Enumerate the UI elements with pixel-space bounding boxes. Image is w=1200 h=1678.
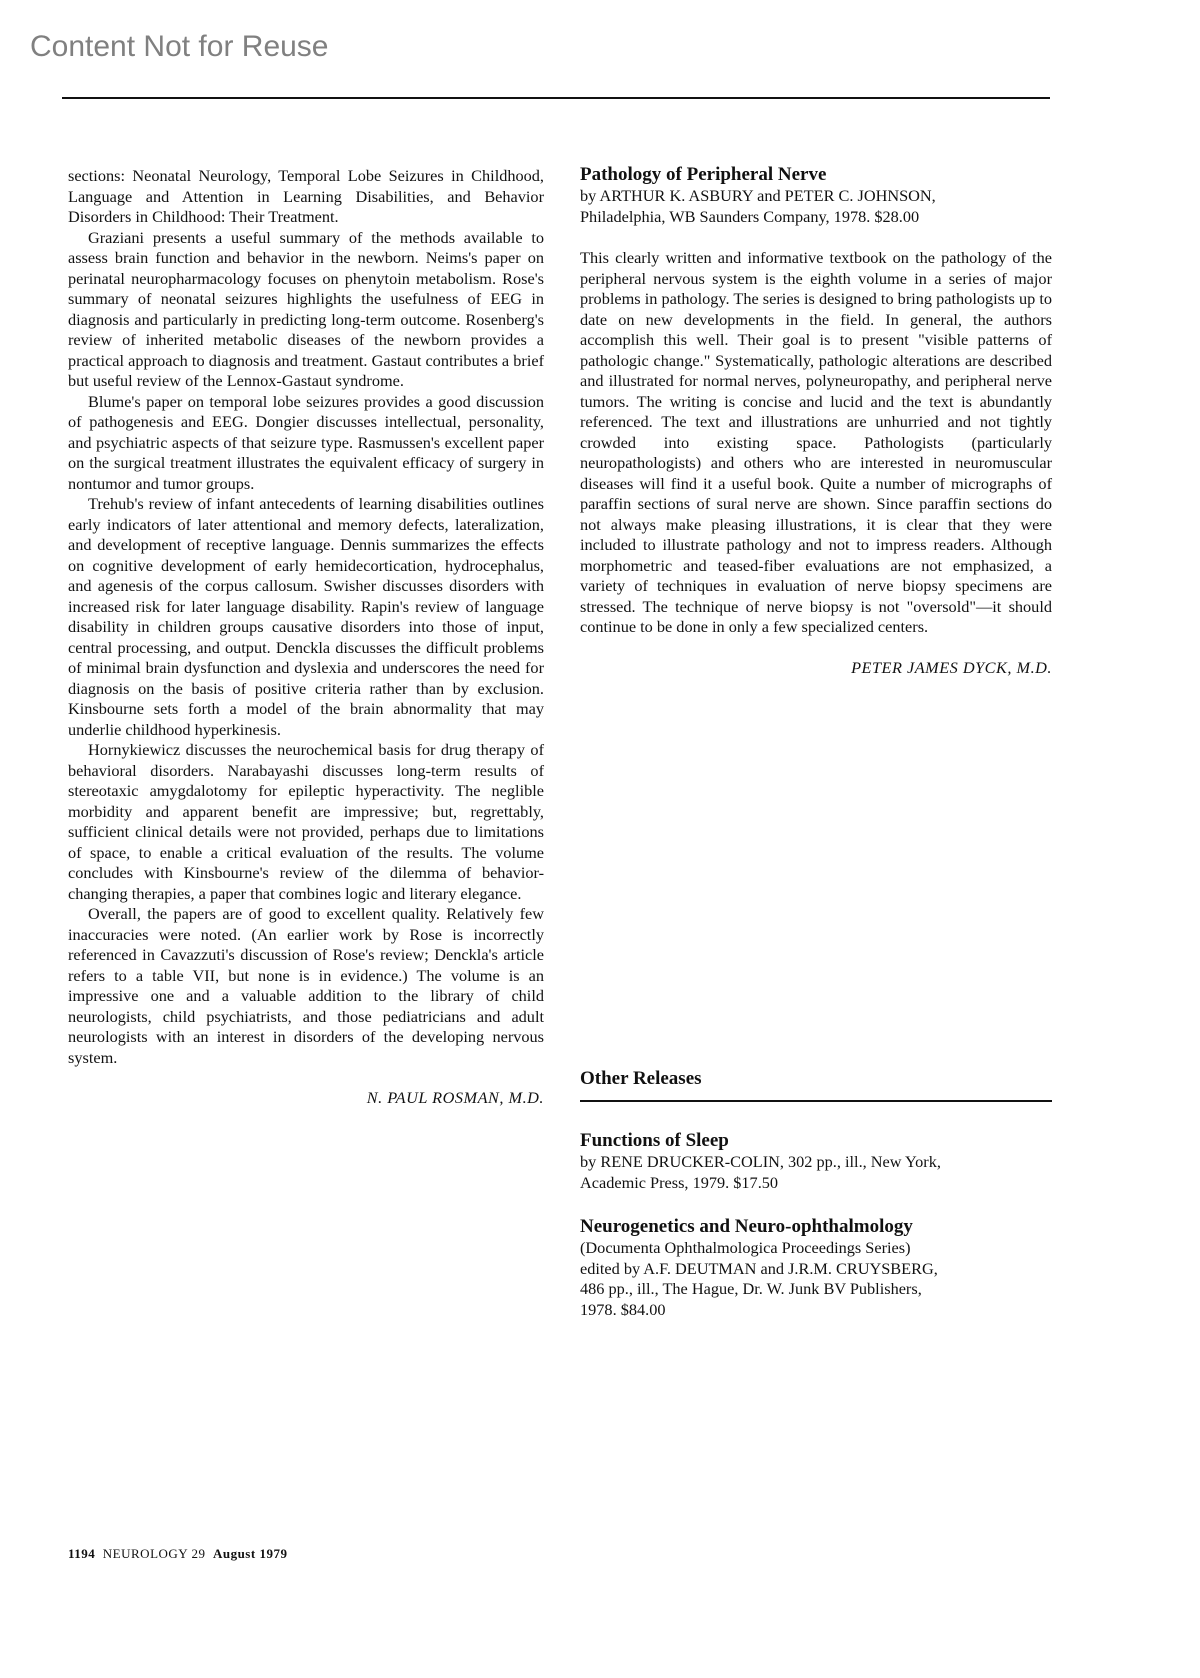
review-title: Pathology of Peripheral Nerve (580, 164, 827, 185)
issue-date: August 1979 (212, 1546, 288, 1561)
release-line: 1978. $84.00 (580, 1299, 666, 1319)
page-footer (68, 1546, 287, 1562)
left-column (68, 166, 544, 1109)
release-line: 486 pp., ill., The Hague, Dr. W. Junk BV Publishers, (580, 1279, 922, 1298)
reviewer-signature: N. PAUL ROSMAN, M.D. (366, 1088, 544, 1107)
other-releases (580, 1068, 1052, 1090)
release-line: edited by A.F. DEUTMAN and J.R.M. CRUYSBERG, (580, 1258, 938, 1278)
journal-name: NEUROLOGY 29 (102, 1546, 206, 1561)
review-body: This clearly written and informative textbook on the pathology of the peripheral nervous system is the eighth volume in a series of major problems in pathology. The series is designed to bring pathologists up to date on new developments in the field. In general, the authors accomplish this well. Their goal is to present "visible patterns of pathologic change." Systematically, pathologic alterations are described and illustrated for normal nerves, polyneuropathy, and peripheral nerve tumors. The writing is concise and lucid and the text is abundantly referenced. The text and illustrations are unhurried and not tightly crowded into existing space. Pathologists (particularly neuropathologists) and others who are interested in neuromuscular diseases will find it a useful book. Quite a number of micrographs of paraffin sections of sural nerve are shown. Since paraffin sections do not always make pleasing illustrations, it is clear that they were included to illustrate pathology and not to impress readers. Although morphometric and teased-fiber evaluations are not emphasized, a variety of techniques in evaluation of nerve biopsy specimens are stressed. The technique of nerve biopsy is not "oversold"—it should continue to be done in only a few specialized centers. (580, 248, 1052, 636)
paragraph: Overall, the papers are of good to excellent quality. Relatively few inaccuracies were noted. (An earlier work by Rose is incorrectly referenced in Cavazzuti's discussion of Rose's review; Denckla's article refers to a table VII, but none is in evidence.) The volume is an impressive one and a valuable addition to the library of child neurologists, child psychiatrists, and those pediatricians and adult neurologists with an interest in disorders of the developing nervous system. (68, 904, 544, 1067)
watermark: Content Not for Reuse (30, 30, 329, 63)
paragraph: Hornykiewicz discusses the neurochemical basis for drug therapy of behavioral disorders. Narabayashi discusses long-term results of stereotaxic amygdalotomy for epileptic hyperactivity. The neglible morbidity and apparent benefit are impressive; but, regrettably, sufficient clinical details were not provided, perhaps due to limitations of space, to enable a critical evaluation of the results. The volume concludes with Kinsbourne's review of the dilemma of behavior-changing therapies, a paper that combines logic and literary elegance. (68, 740, 544, 903)
review-signature: PETER JAMES DYCK, M.D. (851, 657, 1052, 677)
paragraph: Graziani presents a useful summary of the methods available to assess brain function and behavior in the newborn. Neims's paper on perinatal neuropharmacology focuses on phenytoin metabolism. Rose's summary of neonatal seizures highlights the usefulness of EEG in diagnosis and particularly in predicting long-term outcome. Rosenberg's review of inherited metabolic diseases of the newborn provides a practical approach to diagnosis and treatment. Gastaut contributes a brief but useful review of the Lennox-Gastaut syndrome. (68, 227, 544, 390)
header-rule (62, 97, 1050, 99)
release-line: Academic Press, 1979. $17.50 (580, 1172, 779, 1192)
paragraph: Trehub's review of infant antecedents of learning disabilities outlines early indicators of later attentional and memory defects, lateralization, and development of receptive language. Dennis summarizes the effects on cognitive development of early hemidecortication, hydrocephalus, and agenesis of the corpus callosum. Swisher discusses disorders with increased risk for later language disability. Rapin's review of language disability in children groups causative disorders into those of input, central processing, and output. Denckla discusses the difficult problems of minimal brain dysfunction and dyslexia and underscores the need for diagnosis on the basis of positive criteria rather than by exclusion. Kinsbourne sets forth a model of the brain abnormality that may underlie childhood hyperkinesis. (68, 494, 544, 739)
review-byline: by ARTHUR K. ASBURY and PETER C. JOHNSON, (580, 186, 936, 205)
review-publisher: Philadelphia, WB Saunders Company, 1978. $28.00 (580, 206, 920, 226)
other-releases-heading: Other Releases (580, 1068, 702, 1089)
paragraph: sections: Neonatal Neurology, Temporal Lobe Seizures in Childhood, Language and Attention in Learning Disabilities, and Behavior Disorders in Childhood: Their Treatment. (68, 166, 544, 226)
release-title: Functions of Sleep (580, 1130, 729, 1151)
release-line: by RENE DRUCKER-COLIN, 302 pp., ill., New York, (580, 1152, 941, 1171)
review-pathology-peripheral-nerve (580, 164, 1052, 678)
release-item (580, 1216, 1052, 1320)
paragraph: Blume's paper on temporal lobe seizures provides a good discussion of pathogenesis and EEG. Dongier discusses intellectual, personality, and psychiatric aspects of that seizure type. Rasmussen's excellent paper on the surgical treatment illustrates the equivalent efficacy of surgery in nontumor and tumor groups. (68, 391, 544, 493)
release-title: Neurogenetics and Neuro-ophthalmology (580, 1216, 913, 1237)
release-item (580, 1130, 1052, 1193)
page-number: 1194 (68, 1546, 96, 1561)
section-rule (580, 1100, 1052, 1102)
release-line: (Documenta Ophthalmologica Proceedings Series) (580, 1238, 911, 1257)
